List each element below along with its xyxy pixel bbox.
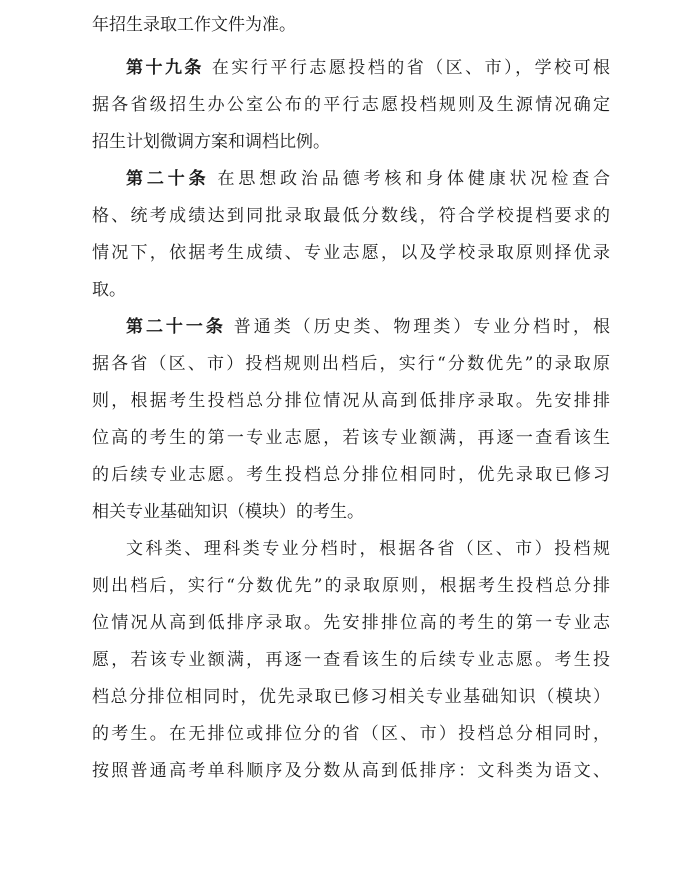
- text-line: 则出档后，实行“分数优先”的录取原则，根据考生投档总分排: [92, 576, 610, 596]
- text-line: 相关专业基础知识（模块）的考生。: [92, 502, 364, 522]
- article-21: [92, 309, 610, 531]
- text-line: 的考生。在无排位或排位分的省（区、市）投档总分相同时，: [92, 724, 610, 744]
- article-21-first-line: [92, 309, 610, 346]
- article-title: 第二十一条: [126, 317, 226, 337]
- article-title: 第十九条: [126, 58, 204, 78]
- text-line: 据各省（区、市）投档规则出档后，实行“分数优先”的录取原: [92, 354, 610, 374]
- text-line: 位情况从高到低排序录取。先安排排位高的考生的第一专业志: [92, 613, 610, 633]
- text-line: 档总分排位相同时，优先录取已修习相关专业基础知识（模块）: [92, 687, 610, 707]
- text-line: 取。: [92, 280, 126, 300]
- text-line: 在实行平行志愿投档的省（区、市），学校可根: [211, 58, 610, 78]
- text-line: 文科类、理科类专业分档时，根据各省（区、市）投档规: [126, 539, 610, 559]
- text-line: 按照普通高考单科顺序及分数从高到低排序：文科类为语文、: [92, 761, 610, 781]
- text-line: 在思想政治品德考核和身体健康状况检查合: [217, 169, 610, 189]
- text-line: 位高的考生的第一专业志愿，若该专业额满，再逐一查看该生: [92, 428, 610, 448]
- text-line: 情况下，依据考生成绩、专业志愿，以及学校录取原则择优录: [92, 243, 610, 263]
- paragraph-wenli: [92, 531, 610, 790]
- article-19-first-line: [92, 50, 610, 87]
- text-line: 格、统考成绩达到同批录取最低分数线，符合学校提档要求的: [92, 206, 610, 226]
- text-line: 招生计划微调方案和调档比例。: [92, 132, 330, 152]
- article-20-first-line: [92, 161, 610, 198]
- paragraph-continuation: [92, 0, 610, 50]
- article-20: [92, 161, 610, 309]
- text-line: 普通类（历史类、物理类）专业分档时，根: [233, 317, 610, 337]
- text-line: 愿，若该专业额满，再逐一查看该生的后续专业志愿。考生投: [92, 650, 610, 670]
- text-line: 据各省级招生办公室公布的平行志愿投档规则及生源情况确定: [92, 95, 610, 115]
- article-19: [92, 50, 610, 161]
- document-page: [92, 0, 610, 790]
- text-line: 年招生录取工作文件为准。: [92, 15, 296, 35]
- article-title: 第二十条: [126, 169, 210, 189]
- text-line: 的后续专业志愿。考生投档总分排位相同时，优先录取已修习: [92, 465, 610, 485]
- text-line: 则，根据考生投档总分排位情况从高到低排序录取。先安排排: [92, 391, 610, 411]
